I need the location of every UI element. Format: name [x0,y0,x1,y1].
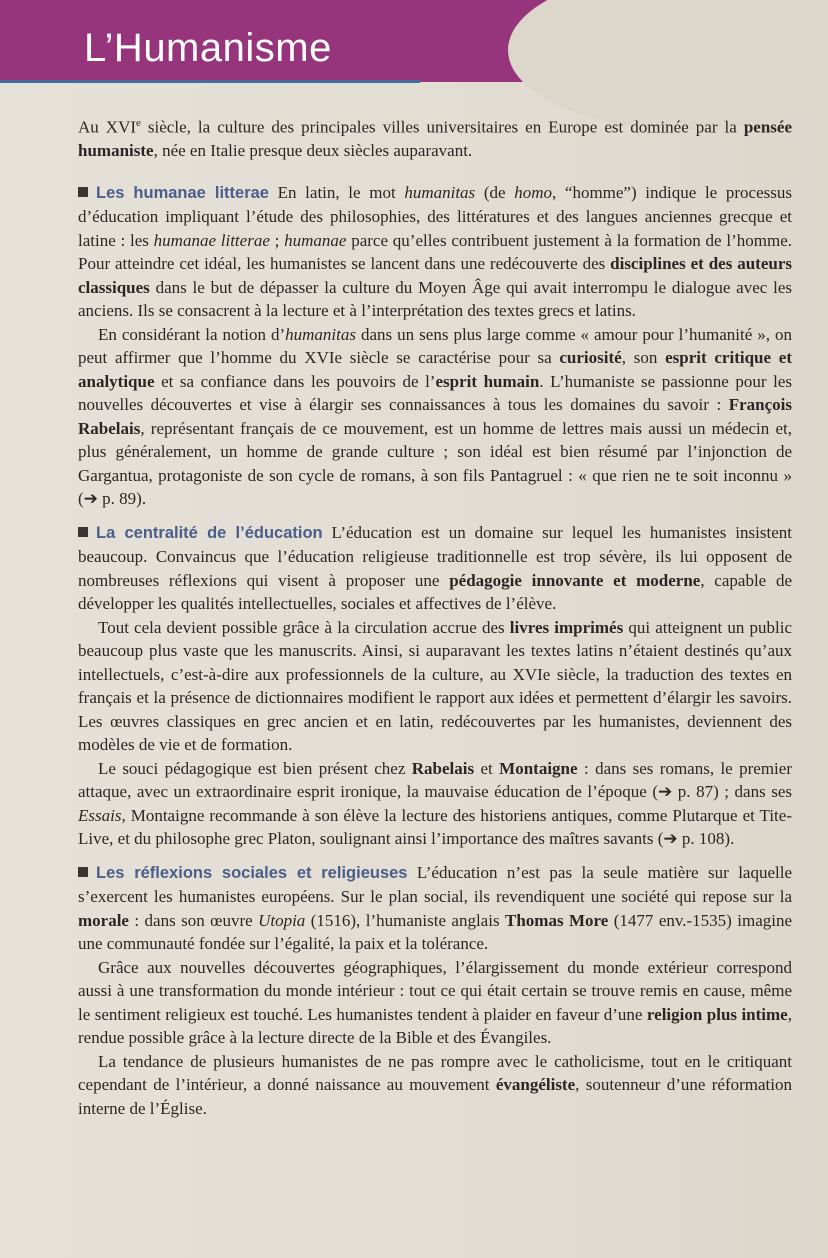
italic-text: humanitas [285,324,356,344]
section-paragraph [78,956,792,1050]
bold-text: disciplines et des auteurs classiques [78,254,792,297]
body-text: : dans son œuvre [128,910,259,930]
body-text: , capable de développer les qualités intellectuelles, sociales et affectives de l’élève. [78,570,792,614]
body-text: La tendance de plusieurs humanistes de ne pas rompre avec le catholicisme, tout en le critiquant cependant de l’intérieur, a donné naissance au mouvement [78,1051,792,1095]
bold-text: évangéliste [495,1075,576,1095]
page-title: L’Humanisme [84,26,332,70]
italic-text: Utopia [258,910,306,930]
body-text: (1477 env.-1535) imagine une communauté fondée sur l’égalité, la paix et la tolérance. [78,910,793,954]
intro-bold: pensée humaniste [78,117,792,161]
intro-superscript: e [136,117,141,129]
body-text: L’éducation est un domaine sur lequel les humanistes insistent beaucoup. Convaincus que l’éducation religieuse traditionnelle est trop sévère, ils lui opposent de nombreuses réflexions qui visent à proposer une [78,522,792,590]
bold-text: religion plus intime [646,1004,788,1024]
section-bullet-icon [78,527,88,537]
body-text: dans le but de dépasser la culture du Moyen Âge qui avait interrompu le dialogue avec les anciens. Ils se consacrent à la lecture et à l’interprétation des textes grecs et latins. [78,277,792,321]
sections [78,181,792,1121]
body-text: , Montaigne recommande à son élève la lecture des historiens antiques, comme Plutarque et Tite-Live, et du philosophe grec Platon, soulignant ainsi l’importance des maîtres savants (➔ p. 108). [78,805,792,849]
intro-paragraph [78,112,792,163]
body-text: , rendue possible grâce à la lecture directe de la Bible et des Évangiles. [78,1004,792,1048]
body-text: L’éducation n’est pas la seule matière sur laquelle s’exercent les humanistes européens. Sur le plan social, ils revendiquent une société qui repose sur la [78,862,792,907]
title-banner [0,0,828,82]
body-text: . L’humaniste se passionne pour les nouvelles découvertes et vise à élargir ses connaissances à tous les domaines du savoir : [78,371,792,415]
intro-text: , née en Italie presque deux siècles auparavant. [153,141,473,161]
italic-text: homo [514,182,552,202]
body-text: et sa confiance dans les pouvoirs de l’ [154,371,436,391]
section-paragraph [78,1050,792,1121]
section-first-paragraph [78,181,792,323]
body-text: Le souci pédagogique est bien présent chez [98,758,412,778]
body-text: et [474,758,500,778]
bold-text: pédagogie innovante et moderne [449,570,701,590]
section-first-paragraph [78,521,792,616]
article-body [78,112,792,1120]
body-text: En considérant la notion d’ [98,324,286,344]
section-first-paragraph [78,861,792,956]
bold-text: François Rabelais [78,395,792,438]
title-underline [0,80,420,83]
body-text: , son [621,348,666,368]
bold-text: Montaigne [499,758,578,778]
section-paragraph [78,757,792,851]
italic-text: Essais [78,805,122,825]
italic-text: humanae litterae [153,230,270,250]
italic-text: humanitas [404,182,476,202]
banner-curve [508,0,828,130]
bold-text: Rabelais [411,758,475,778]
section-paragraph [78,616,792,757]
intro-text: Au XVI [78,117,137,137]
body-text: : dans ses romans, le premier attaque, avec un extraordinaire esprit ironique, la mauvaise éducation de l’époque (➔ p. 87) ; dans ses [78,758,792,802]
section-heading: Les réflexions sociales et religieuses [96,863,408,882]
body-text: dans un sens plus large comme « amour pour l’humanité », on peut affirmer que l’homme du XVIe siècle se caractérise pour sa [78,324,792,368]
body-text: parce qu’elles contribuent justement à la formation de l’homme. Pour atteindre cet idéal, les humanistes se lancent dans une redécouverte des [78,230,792,274]
bold-text: Thomas More [504,910,609,930]
body-text: (1516), l’humaniste anglais [305,910,505,930]
body-text: ; [269,230,285,250]
body-text: (de [475,182,515,202]
body-text: Grâce aux nouvelles découvertes géographiques, l’élargissement du monde extérieur correspond aussi à une transformation du monde intérieur : tout ce qui était certain se trouve remis en cause, même le sentiment religieux est touché. Les humanistes tendent à plaider en faveur d’une [78,957,792,1024]
body-text: , représentant français de ce mouvement, est un homme de lettres mais aussi un médecin et, plus généralement, un homme de grande culture ; son idéal est bien résumé par l’injonction de Gargantua, protagoniste de son cycle de romans, à son fils Pantagruel : « que rien ne te soit inconnu » (➔ p. 89). [78,418,792,509]
italic-text: humanae [284,230,347,250]
intro-text: siècle, la culture des principales villes universitaires en Europe est dominée par la [140,117,744,137]
bold-text: livres imprimés [509,617,624,637]
body-text: Tout cela devient possible grâce à la circulation accrue des [98,617,510,637]
bold-text: morale [78,910,129,930]
body-text: qui atteignent un public beaucoup plus vaste que les manuscrits. Ainsi, si auparavant les textes latins n’étaient destinés qu’aux intellectuels, c’est-à-dire aux professionnels de la culture, au XVIe siècle, la traduction des textes en français et la présence de dictionnaires modifient le rapport aux idées et permettent d’élargir les savoirs. Les œuvres classiques en grec ancien et en latin, redécouvertes par les humanistes, deviennent des modèles de vie et de formation. [78,617,792,755]
body-text: En latin, le mot [268,182,405,202]
bold-text: curiosité [559,348,622,368]
section-bullet-icon [78,187,88,197]
body-text: , “homme”) indique le processus d’éducation impliquant l’étude des philosophies, des littératures et des langues anciennes grecque et latine : les [78,182,792,250]
body-text: , soutenneur d’une réformation interne de l’Église. [78,1075,792,1118]
bold-text: esprit critique et analytique [78,348,792,391]
section-heading: Les humanae litterae [96,183,269,202]
section-heading: La centralité de l’éducation [96,523,323,542]
section-bullet-icon [78,867,88,877]
bold-text: esprit humain [435,371,540,391]
section-paragraph [78,323,792,511]
